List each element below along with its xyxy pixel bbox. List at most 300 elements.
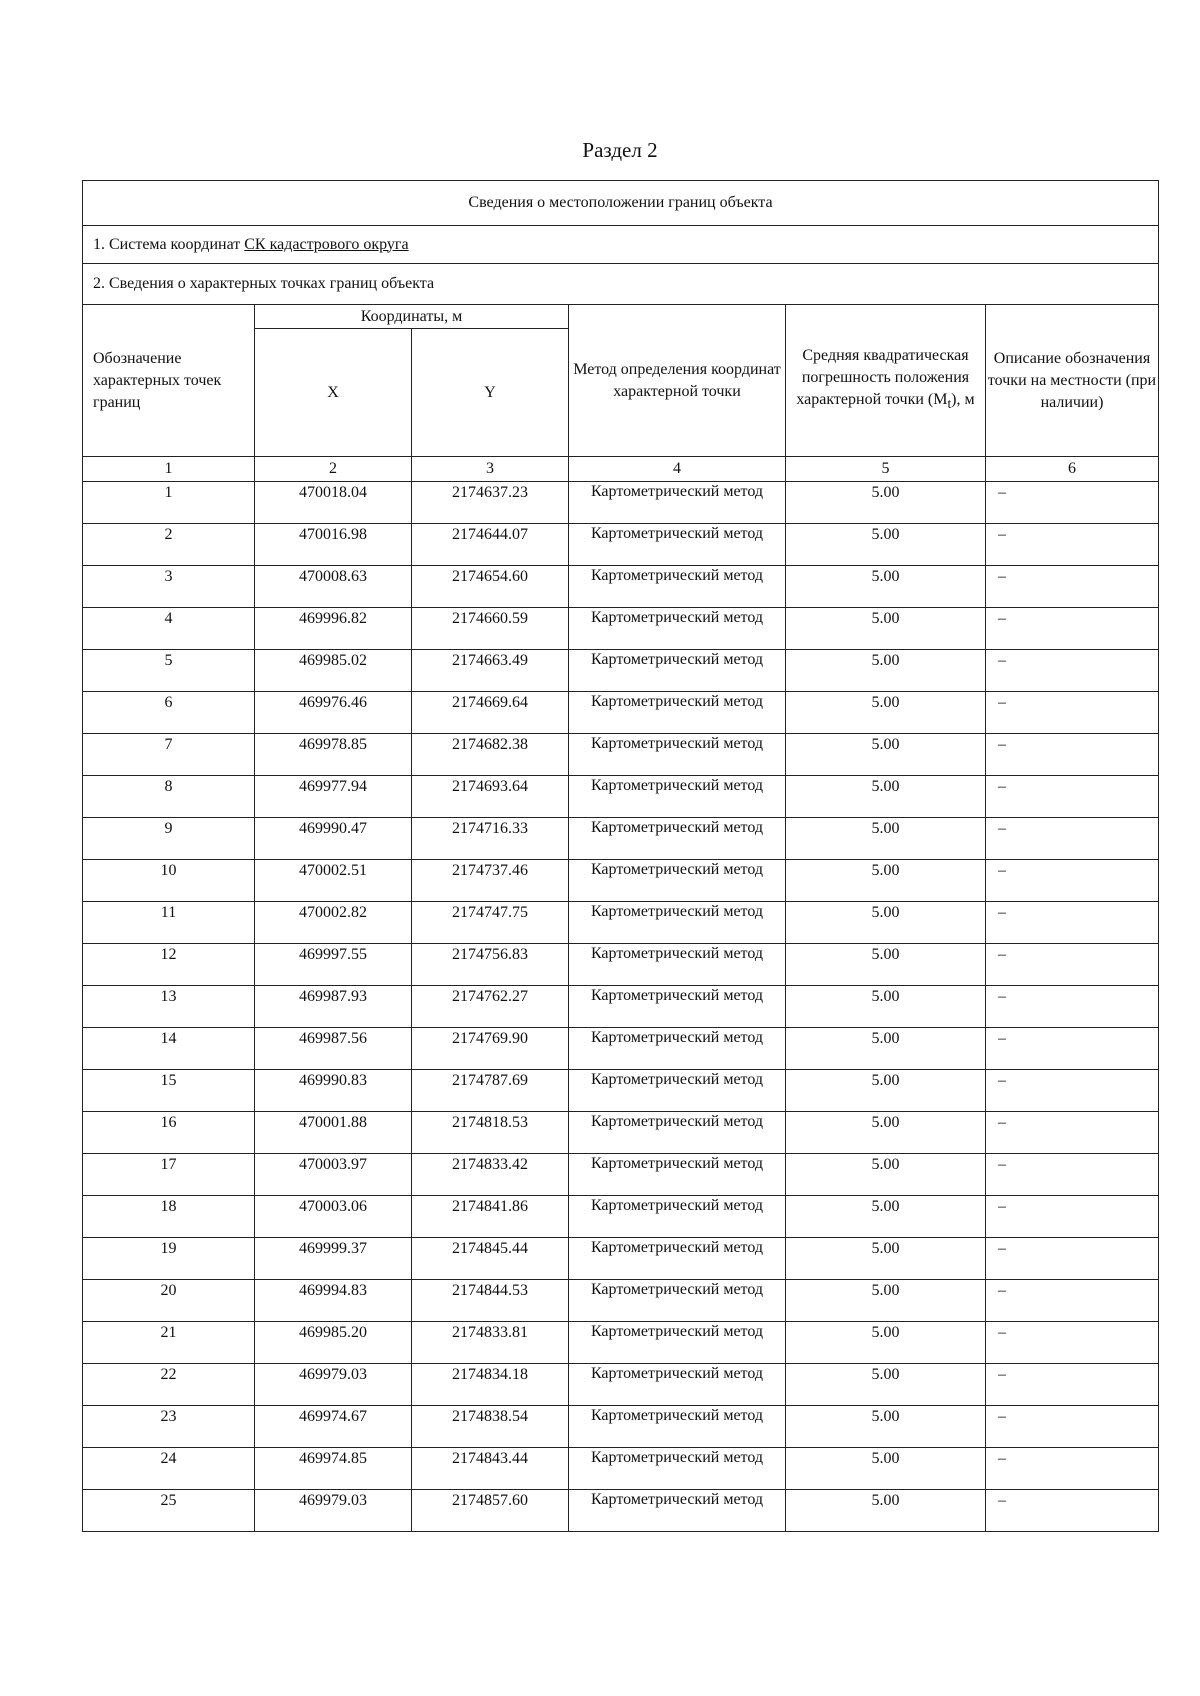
- method-cell: [569, 524, 786, 566]
- point-number-text: 20: [160, 1282, 177, 1299]
- x-coordinate-cell: [255, 818, 412, 860]
- error-text: 5.00: [871, 862, 900, 879]
- x-coordinate-text: 469978.85: [299, 736, 367, 753]
- x-coordinate-text: 470003.06: [299, 1198, 367, 1215]
- boundary-points-table: [82, 180, 1159, 1532]
- error-text: 5.00: [871, 1072, 900, 1089]
- point-number-text: 11: [160, 904, 177, 921]
- method-cell: [569, 734, 786, 776]
- description-text: –: [998, 1198, 1006, 1215]
- point-number-text: 2: [164, 526, 173, 543]
- header-method: Метод определения координат характерной точки: [569, 305, 786, 457]
- x-coordinate-cell: [255, 1028, 412, 1070]
- error-text: 5.00: [871, 988, 900, 1005]
- point-number-cell: [83, 608, 255, 650]
- x-coordinate-cell: [255, 1364, 412, 1406]
- description-cell: [986, 734, 1159, 776]
- coord-system-row: [83, 226, 1159, 264]
- description-cell: [986, 1238, 1159, 1280]
- error-text: 5.00: [871, 904, 900, 921]
- y-coordinate-text: 2174845.44: [452, 1240, 528, 1257]
- section-title: Раздел 2: [582, 138, 658, 162]
- method-cell: [569, 1448, 786, 1490]
- error-text: 5.00: [871, 1114, 900, 1131]
- description-cell: [986, 524, 1159, 566]
- column-number: 5: [786, 457, 986, 482]
- method-text: Картометрический метод: [590, 1407, 764, 1424]
- error-text: 5.00: [871, 568, 900, 585]
- y-coordinate-text: 2174716.33: [452, 820, 528, 837]
- x-coordinate-cell: [255, 860, 412, 902]
- error-text: 5.00: [871, 820, 900, 837]
- x-coordinate-text: 469990.47: [299, 820, 367, 837]
- y-coordinate-text: 2174756.83: [452, 946, 528, 963]
- x-coordinate-text: 469979.03: [299, 1366, 367, 1383]
- error-cell: [786, 524, 986, 566]
- y-coordinate-cell: [412, 1322, 569, 1364]
- point-number-text: 4: [164, 610, 173, 627]
- point-number-text: 22: [160, 1366, 177, 1383]
- method-text: Картометрический метод: [590, 735, 764, 752]
- method-text: Картометрический метод: [590, 1239, 764, 1256]
- y-coordinate-cell: [412, 944, 569, 986]
- method-cell: [569, 1322, 786, 1364]
- method-cell: [569, 902, 786, 944]
- point-number-cell: [83, 1448, 255, 1490]
- column-number: 1: [83, 457, 255, 482]
- point-number-cell: [83, 1028, 255, 1070]
- x-coordinate-cell: [255, 1322, 412, 1364]
- description-cell: [986, 902, 1159, 944]
- x-coordinate-text: 469994.83: [299, 1282, 367, 1299]
- header-error-text: Средняя квадратическая погрешность положения характерной точки (M: [796, 347, 970, 409]
- point-number-text: 15: [160, 1072, 177, 1089]
- method-text: Картометрический метод: [590, 1029, 764, 1046]
- y-coordinate-text: 2174769.90: [452, 1030, 528, 1047]
- error-cell: [786, 482, 986, 524]
- table-row: [83, 524, 1159, 566]
- y-coordinate-cell: [412, 566, 569, 608]
- point-number-text: 9: [164, 820, 173, 837]
- y-coordinate-cell: [412, 608, 569, 650]
- y-coordinate-text: 2174663.49: [452, 652, 528, 669]
- y-coordinate-text: 2174737.46: [452, 862, 528, 879]
- y-coordinate-cell: [412, 1112, 569, 1154]
- error-cell: [786, 986, 986, 1028]
- x-coordinate-text: 469985.20: [299, 1324, 367, 1341]
- description-text: –: [998, 1408, 1006, 1425]
- error-text: 5.00: [871, 652, 900, 669]
- x-coordinate-text: 469990.83: [299, 1072, 367, 1089]
- column-numbers-row: [83, 457, 1159, 482]
- table-row: [83, 1406, 1159, 1448]
- error-text: 5.00: [871, 484, 900, 501]
- method-text: Картометрический метод: [590, 567, 764, 584]
- error-cell: [786, 1364, 986, 1406]
- error-cell: [786, 860, 986, 902]
- y-coordinate-text: 2174654.60: [452, 568, 528, 585]
- point-number-cell: [83, 692, 255, 734]
- error-cell: [786, 1238, 986, 1280]
- method-text: Картометрический метод: [590, 861, 764, 878]
- table-row: [83, 650, 1159, 692]
- error-cell: [786, 1154, 986, 1196]
- error-text: 5.00: [871, 1198, 900, 1215]
- description-cell: [986, 776, 1159, 818]
- method-text: Картометрический метод: [590, 609, 764, 626]
- description-cell: [986, 1112, 1159, 1154]
- error-text: 5.00: [871, 946, 900, 963]
- method-text: Картометрический метод: [590, 1113, 764, 1130]
- method-text: Картометрический метод: [590, 1281, 764, 1298]
- error-text: 5.00: [871, 778, 900, 795]
- description-text: –: [998, 1114, 1006, 1131]
- point-number-text: 16: [160, 1114, 177, 1131]
- table-row: [83, 566, 1159, 608]
- description-cell: [986, 1322, 1159, 1364]
- x-coordinate-cell: [255, 902, 412, 944]
- error-text: 5.00: [871, 1408, 900, 1425]
- point-number-text: 25: [160, 1492, 177, 1509]
- error-cell: [786, 1070, 986, 1112]
- error-text: 5.00: [871, 1450, 900, 1467]
- error-cell: [786, 1448, 986, 1490]
- y-coordinate-cell: [412, 1154, 569, 1196]
- method-text: Картометрический метод: [590, 819, 764, 836]
- x-coordinate-text: 469974.67: [299, 1408, 367, 1425]
- point-number-text: 13: [160, 988, 177, 1005]
- point-number-cell: [83, 1490, 255, 1532]
- description-text: –: [998, 1156, 1006, 1173]
- point-number-text: 7: [164, 736, 173, 753]
- point-number-text: 21: [160, 1324, 177, 1341]
- table-row: [83, 1322, 1159, 1364]
- description-cell: [986, 860, 1159, 902]
- method-text: Картометрический метод: [590, 483, 764, 500]
- x-coordinate-text: 470008.63: [299, 568, 367, 585]
- header-error-subscript: t: [947, 396, 952, 412]
- description-text: –: [998, 1366, 1006, 1383]
- method-cell: [569, 818, 786, 860]
- description-text: –: [998, 1450, 1006, 1467]
- error-text: 5.00: [871, 1240, 900, 1257]
- error-text: 5.00: [871, 1030, 900, 1047]
- x-coordinate-cell: [255, 734, 412, 776]
- y-coordinate-text: 2174637.23: [452, 484, 528, 501]
- coord-system-value: СК кадастрового округа: [244, 235, 409, 253]
- method-text: Картометрический метод: [590, 987, 764, 1004]
- method-cell: [569, 860, 786, 902]
- error-text: 5.00: [871, 1366, 900, 1383]
- y-coordinate-text: 2174682.38: [452, 736, 528, 753]
- table-row: [83, 1280, 1159, 1322]
- table-row: [83, 1448, 1159, 1490]
- y-coordinate-text: 2174843.44: [452, 1450, 528, 1467]
- method-cell: [569, 608, 786, 650]
- point-number-cell: [83, 1070, 255, 1112]
- point-number-cell: [83, 566, 255, 608]
- description-cell: [986, 608, 1159, 650]
- point-number-text: 17: [160, 1156, 177, 1173]
- table-row: [83, 1028, 1159, 1070]
- y-coordinate-cell: [412, 650, 569, 692]
- method-cell: [569, 1154, 786, 1196]
- y-coordinate-cell: [412, 1070, 569, 1112]
- y-coordinate-text: 2174841.86: [452, 1198, 528, 1215]
- error-cell: [786, 902, 986, 944]
- description-cell: [986, 1028, 1159, 1070]
- point-number-cell: [83, 1154, 255, 1196]
- error-cell: [786, 944, 986, 986]
- description-text: –: [998, 904, 1006, 921]
- error-cell: [786, 818, 986, 860]
- table-row: [83, 1364, 1159, 1406]
- header-designation: Обозначение характерных точек границ: [83, 305, 255, 457]
- y-coordinate-cell: [412, 1238, 569, 1280]
- y-coordinate-text: 2174833.42: [452, 1156, 528, 1173]
- method-text: Картометрический метод: [590, 525, 764, 542]
- y-coordinate-cell: [412, 986, 569, 1028]
- table-row: [83, 1196, 1159, 1238]
- method-cell: [569, 1196, 786, 1238]
- points-table-body: [83, 482, 1159, 1532]
- table-row: [83, 776, 1159, 818]
- description-text: –: [998, 694, 1006, 711]
- points-section-title: 2. Сведения о характерных точках границ объекта: [83, 264, 1159, 305]
- description-cell: [986, 1196, 1159, 1238]
- point-number-text: 5: [164, 652, 173, 669]
- method-text: Картометрический метод: [590, 903, 764, 920]
- description-text: –: [998, 736, 1006, 753]
- x-coordinate-cell: [255, 608, 412, 650]
- x-coordinate-cell: [255, 566, 412, 608]
- description-cell: [986, 566, 1159, 608]
- error-cell: [786, 776, 986, 818]
- method-cell: [569, 692, 786, 734]
- description-cell: [986, 986, 1159, 1028]
- table-row: [83, 734, 1159, 776]
- description-cell: [986, 1280, 1159, 1322]
- header-x: X: [255, 329, 412, 457]
- point-number-cell: [83, 524, 255, 566]
- point-number-text: 14: [160, 1030, 177, 1047]
- y-coordinate-cell: [412, 734, 569, 776]
- table-row: [83, 692, 1159, 734]
- x-coordinate-cell: [255, 1196, 412, 1238]
- description-cell: [986, 1154, 1159, 1196]
- method-cell: [569, 566, 786, 608]
- x-coordinate-cell: [255, 650, 412, 692]
- error-cell: [786, 1028, 986, 1070]
- error-cell: [786, 692, 986, 734]
- table-row: [83, 1490, 1159, 1532]
- method-cell: [569, 1070, 786, 1112]
- y-coordinate-text: 2174818.53: [452, 1114, 528, 1131]
- description-cell: [986, 482, 1159, 524]
- error-text: 5.00: [871, 736, 900, 753]
- y-coordinate-text: 2174644.07: [452, 526, 528, 543]
- description-cell: [986, 1070, 1159, 1112]
- table-row: [83, 860, 1159, 902]
- error-cell: [786, 1112, 986, 1154]
- y-coordinate-text: 2174844.53: [452, 1282, 528, 1299]
- method-cell: [569, 1280, 786, 1322]
- x-coordinate-text: 469997.55: [299, 946, 367, 963]
- description-cell: [986, 818, 1159, 860]
- x-coordinate-cell: [255, 1490, 412, 1532]
- description-text: –: [998, 1240, 1006, 1257]
- description-cell: [986, 1406, 1159, 1448]
- point-number-cell: [83, 944, 255, 986]
- point-number-cell: [83, 860, 255, 902]
- x-coordinate-cell: [255, 1070, 412, 1112]
- table-row: [83, 1154, 1159, 1196]
- y-coordinate-cell: [412, 1448, 569, 1490]
- error-text: 5.00: [871, 1156, 900, 1173]
- x-coordinate-text: 469985.02: [299, 652, 367, 669]
- point-number-cell: [83, 650, 255, 692]
- x-coordinate-text: 470018.04: [299, 484, 367, 501]
- point-number-cell: [83, 818, 255, 860]
- point-number-text: 18: [160, 1198, 177, 1215]
- y-coordinate-text: 2174669.64: [452, 694, 528, 711]
- y-coordinate-cell: [412, 1280, 569, 1322]
- column-number: 4: [569, 457, 786, 482]
- method-cell: [569, 986, 786, 1028]
- method-text: Картометрический метод: [590, 693, 764, 710]
- description-cell: [986, 692, 1159, 734]
- table-row: [83, 818, 1159, 860]
- y-coordinate-cell: [412, 902, 569, 944]
- method-text: Картометрический метод: [590, 1323, 764, 1340]
- point-number-cell: [83, 1112, 255, 1154]
- header-y: Y: [412, 329, 569, 457]
- y-coordinate-cell: [412, 692, 569, 734]
- error-cell: [786, 608, 986, 650]
- x-coordinate-cell: [255, 1154, 412, 1196]
- y-coordinate-text: 2174838.54: [452, 1408, 528, 1425]
- y-coordinate-cell: [412, 776, 569, 818]
- point-number-cell: [83, 986, 255, 1028]
- method-cell: [569, 650, 786, 692]
- description-cell: [986, 650, 1159, 692]
- method-cell: [569, 482, 786, 524]
- table-row: [83, 1112, 1159, 1154]
- y-coordinate-cell: [412, 524, 569, 566]
- point-number-cell: [83, 1238, 255, 1280]
- description-text: –: [998, 1282, 1006, 1299]
- y-coordinate-text: 2174762.27: [452, 988, 528, 1005]
- point-number-text: 8: [164, 778, 173, 795]
- method-text: Картометрический метод: [590, 1071, 764, 1088]
- x-coordinate-text: 469996.82: [299, 610, 367, 627]
- y-coordinate-cell: [412, 1196, 569, 1238]
- x-coordinate-text: 469976.46: [299, 694, 367, 711]
- description-text: –: [998, 1492, 1006, 1509]
- error-text: 5.00: [871, 610, 900, 627]
- method-cell: [569, 1112, 786, 1154]
- method-text: Картометрический метод: [590, 1449, 764, 1466]
- y-coordinate-cell: [412, 482, 569, 524]
- description-cell: [986, 1364, 1159, 1406]
- method-text: Картометрический метод: [590, 945, 764, 962]
- point-number-cell: [83, 1280, 255, 1322]
- description-text: –: [998, 526, 1006, 543]
- x-coordinate-text: 469977.94: [299, 778, 367, 795]
- x-coordinate-cell: [255, 524, 412, 566]
- description-text: –: [998, 1072, 1006, 1089]
- error-cell: [786, 1322, 986, 1364]
- header-error: [786, 305, 986, 457]
- y-coordinate-text: 2174747.75: [452, 904, 528, 921]
- point-number-text: 23: [160, 1408, 177, 1425]
- error-cell: [786, 1490, 986, 1532]
- x-coordinate-text: 469987.93: [299, 988, 367, 1005]
- point-number-cell: [83, 1406, 255, 1448]
- description-text: –: [998, 484, 1006, 501]
- description-text: –: [998, 946, 1006, 963]
- point-number-cell: [83, 1322, 255, 1364]
- x-coordinate-cell: [255, 1280, 412, 1322]
- point-number-text: 3: [164, 568, 173, 585]
- y-coordinate-cell: [412, 1490, 569, 1532]
- method-text: Картометрический метод: [590, 651, 764, 668]
- error-cell: [786, 734, 986, 776]
- table-row: [83, 1238, 1159, 1280]
- method-text: Картометрический метод: [590, 1155, 764, 1172]
- y-coordinate-cell: [412, 1406, 569, 1448]
- description-text: –: [998, 862, 1006, 879]
- header-description: Описание обозначения точки на местности (при наличии): [986, 305, 1159, 457]
- header-error-unit: ), м: [951, 391, 975, 409]
- description-text: –: [998, 568, 1006, 585]
- point-number-cell: [83, 902, 255, 944]
- y-coordinate-cell: [412, 860, 569, 902]
- error-text: 5.00: [871, 1324, 900, 1341]
- method-text: Картометрический метод: [590, 1365, 764, 1382]
- point-number-cell: [83, 482, 255, 524]
- y-coordinate-text: 2174857.60: [452, 1492, 528, 1509]
- method-text: Картометрический метод: [590, 777, 764, 794]
- error-text: 5.00: [871, 694, 900, 711]
- column-number: 2: [255, 457, 412, 482]
- point-number-text: 6: [164, 694, 173, 711]
- description-text: –: [998, 778, 1006, 795]
- x-coordinate-cell: [255, 986, 412, 1028]
- point-number-text: 24: [160, 1450, 177, 1467]
- table-row: [83, 986, 1159, 1028]
- point-number-text: 10: [160, 862, 177, 879]
- x-coordinate-text: 469999.37: [299, 1240, 367, 1257]
- point-number-cell: [83, 1196, 255, 1238]
- table-row: [83, 1070, 1159, 1112]
- description-cell: [986, 944, 1159, 986]
- x-coordinate-cell: [255, 1406, 412, 1448]
- point-number-cell: [83, 734, 255, 776]
- y-coordinate-text: 2174660.59: [452, 610, 528, 627]
- y-coordinate-cell: [412, 818, 569, 860]
- column-number: 3: [412, 457, 569, 482]
- table-row: [83, 608, 1159, 650]
- point-number-cell: [83, 1364, 255, 1406]
- x-coordinate-cell: [255, 1238, 412, 1280]
- header-coordinates: Координаты, м: [255, 305, 569, 329]
- error-cell: [786, 1280, 986, 1322]
- y-coordinate-text: 2174834.18: [452, 1366, 528, 1383]
- x-coordinate-cell: [255, 1112, 412, 1154]
- method-cell: [569, 1406, 786, 1448]
- error-text: 5.00: [871, 1282, 900, 1299]
